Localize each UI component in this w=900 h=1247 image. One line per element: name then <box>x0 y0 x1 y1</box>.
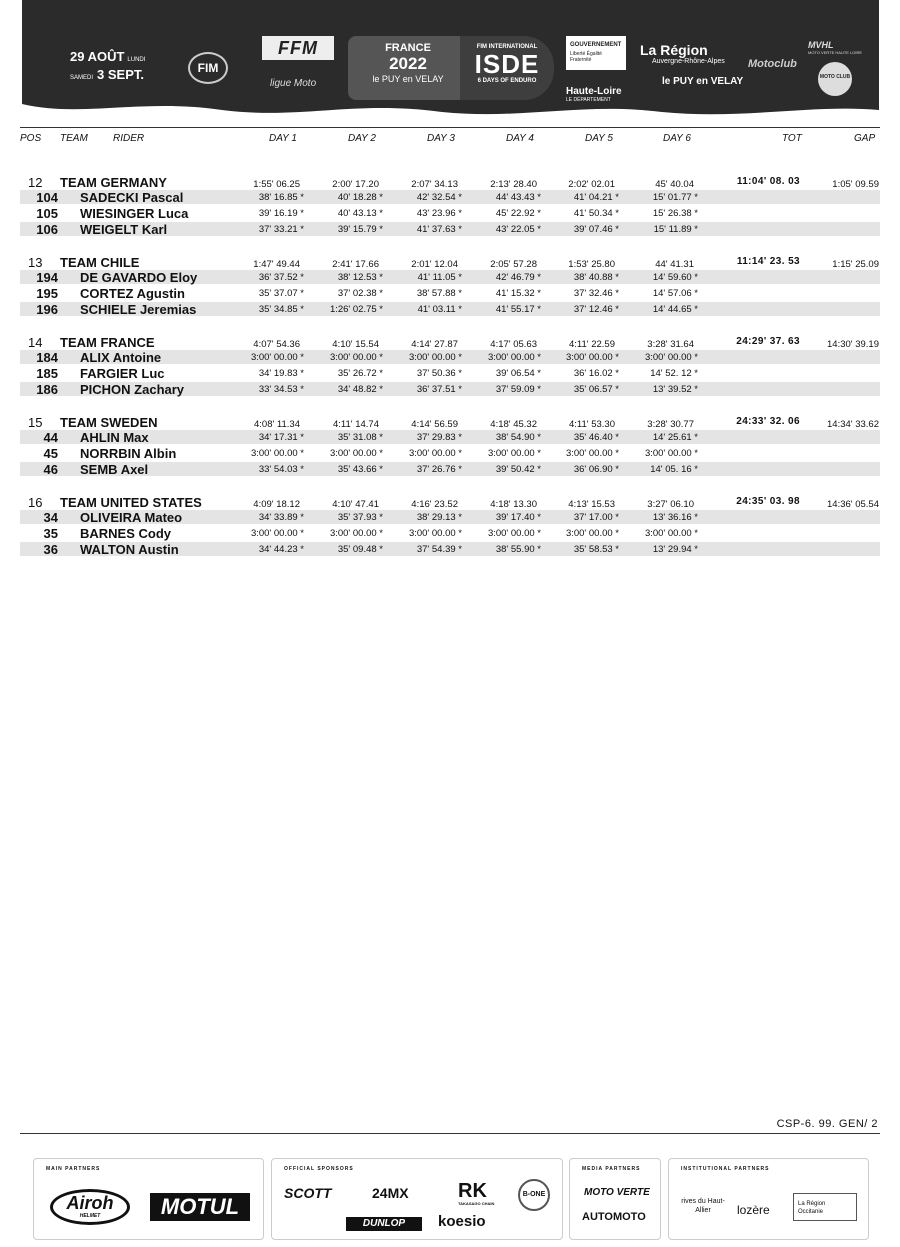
rider-day-time: 14' 59.60 * <box>652 272 698 283</box>
rider-day-time: 37' 26.76 * <box>416 464 462 475</box>
rider-day-time: 36' 16.02 * <box>573 368 619 379</box>
team-day-time: 4:10' 15.54 <box>332 339 379 350</box>
rider-name: WALTON Austin <box>80 542 179 557</box>
team-total-time: 24:35' 03. 98 <box>736 496 800 507</box>
rider-number: 104 <box>36 190 58 205</box>
team-pos: 14 <box>28 335 43 350</box>
team-day-time: 4:13' 15.53 <box>568 499 615 510</box>
rider-day-time: 3:00' 00.00 * <box>565 352 619 363</box>
col-tot: TOT <box>782 133 802 144</box>
rider-day-time: 14' 25.61 * <box>652 432 698 443</box>
rider-day-time: 3:00' 00.00 * <box>250 448 304 459</box>
team-day-time: 4:08' 11.34 <box>253 419 300 430</box>
team-pos: 16 <box>28 495 43 510</box>
rider-row <box>20 206 880 220</box>
team-pos: 15 <box>28 415 43 430</box>
haut-allier-logo: rives du Haut-Allier <box>681 1198 725 1214</box>
team-day-time: 2:05' 57.28 <box>490 259 537 270</box>
rider-name: SCHIELE Jeremias <box>80 302 197 317</box>
rider-day-time: 3:00' 00.00 * <box>487 352 541 363</box>
team-day-time: 4:07' 54.36 <box>253 339 300 350</box>
rider-day-time: 3:00' 00.00 * <box>250 352 304 363</box>
team-day-time: 4:10' 47.41 <box>332 499 379 510</box>
team-day-time: 3:28' 30.77 <box>647 419 694 430</box>
col-day2: DAY 2 <box>348 133 376 144</box>
team-total-time: 11:04' 08. 03 <box>736 176 800 187</box>
rider-day-time: 3:00' 00.00 * <box>565 448 619 459</box>
team-total-time: 11:14' 23. 53 <box>736 256 800 267</box>
rider-number: 44 <box>43 430 58 445</box>
24mx-logo: 24MX <box>372 1185 409 1201</box>
team-day-time: 2:01' 12.04 <box>411 259 458 270</box>
rider-day-time: 39' 16.19 * <box>258 208 304 219</box>
rider-day-time: 41' 11.05 * <box>417 272 462 283</box>
rider-name: CORTEZ Agustin <box>80 286 185 301</box>
team-gap: 1:05' 09.59 <box>832 179 879 190</box>
rider-day-time: 34' 44.23 * <box>258 544 304 555</box>
rider-day-time: 41' 15.32 * <box>495 288 541 299</box>
rider-day-time: 3:00' 00.00 * <box>329 528 383 539</box>
rider-day-time: 35' 46.40 * <box>573 432 619 443</box>
rider-name: PICHON Zachary <box>80 382 185 397</box>
rider-number: 184 <box>36 350 58 365</box>
rider-name: BARNES Cody <box>80 526 172 541</box>
rider-day-time: 38' 29.13 * <box>416 512 462 523</box>
team-day-time: 4:16' 23.52 <box>411 499 458 510</box>
rider-name: DE GAVARDO Eloy <box>80 270 198 285</box>
team-name: TEAM CHILE <box>60 255 140 270</box>
rider-day-time: 37' 59.09 * <box>495 384 541 395</box>
rider-row <box>20 286 880 300</box>
rider-name: NORRBIN Albin <box>80 446 177 461</box>
rider-day-time: 3:00' 00.00 * <box>644 528 698 539</box>
main-partners-box: MAIN PARTNERS Airoh HELMET MOTUL <box>33 1158 264 1240</box>
rider-day-time: 41' 50.34 * <box>573 208 619 219</box>
col-rider: RIDER <box>113 133 145 144</box>
rider-name: OLIVEIRA Mateo <box>80 510 183 525</box>
rider-day-time: 38' 40.88 * <box>573 272 619 283</box>
rider-row <box>20 446 880 460</box>
rider-row <box>20 350 880 364</box>
rider-day-time: 35' 43.66 * <box>337 464 383 475</box>
rider-day-time: 38' 55.90 * <box>495 544 541 555</box>
rider-day-time: 36' 37.52 * <box>258 272 304 283</box>
gouvernement-logo: GOUVERNEMENT Liberté Égalité Fraternité <box>566 36 626 70</box>
team-total-time: 24:33' 32. 06 <box>736 416 800 427</box>
rider-day-time: 3:00' 00.00 * <box>329 448 383 459</box>
fim-logo: FIM <box>188 52 228 84</box>
mvhl-logo: MVHL MOTO VERTE HAUTE LOIRE <box>808 40 863 55</box>
rider-day-time: 3:00' 00.00 * <box>408 352 462 363</box>
team-day-time: 2:13' 28.40 <box>490 179 537 190</box>
column-header-row <box>20 127 880 143</box>
team-gap: 14:34' 33.62 <box>827 419 879 430</box>
rider-row <box>20 462 880 476</box>
rk-logo: RK TAKASAGO CHAIN <box>458 1180 495 1206</box>
team-day-time: 3:27' 06.10 <box>647 499 694 510</box>
isde-logo: FIM INTERNATIONAL ISDE 6 DAYS OF ENDURO <box>460 36 554 100</box>
team-day-time: 2:00' 17.20 <box>332 179 379 190</box>
rider-number: 196 <box>36 302 58 317</box>
rider-day-time: 34' 17.31 * <box>258 432 304 443</box>
team-row <box>20 334 880 350</box>
team-row <box>20 254 880 270</box>
team-day-time: 4:17' 05.63 <box>490 339 537 350</box>
rider-day-time: 1:26' 02.75 * <box>329 304 383 315</box>
rider-day-time: 37' 32.46 * <box>573 288 619 299</box>
rider-row <box>20 526 880 540</box>
col-day5: DAY 5 <box>585 133 613 144</box>
media-partners-box: MEDIA PARTNERS MOTO VERTE AUTOMOTO <box>569 1158 661 1240</box>
rider-number: 46 <box>43 462 58 477</box>
automoto-logo: AUTOMOTO <box>582 1211 646 1223</box>
rider-number: 35 <box>43 526 58 541</box>
team-day-time: 4:11' 53.30 <box>568 419 615 430</box>
rider-name: AHLIN Max <box>80 430 149 445</box>
rider-day-time: 35' 58.53 * <box>573 544 619 555</box>
rider-day-time: 35' 37.07 * <box>258 288 304 299</box>
team-gap: 1:15' 25.09 <box>832 259 879 270</box>
rider-day-time: 38' 16.85 * <box>258 192 304 203</box>
team-name: TEAM UNITED STATES <box>60 495 202 510</box>
puy-en-velay-logo: le PUY en VELAY <box>662 76 744 87</box>
rider-day-time: 15' 26.38 * <box>652 208 698 219</box>
col-pos: POS <box>20 133 42 144</box>
rider-name: SADECKI Pascal <box>80 190 184 205</box>
team-day-time: 1:53' 25.80 <box>568 259 615 270</box>
rider-day-time: 3:00' 00.00 * <box>487 448 541 459</box>
team-name: TEAM SWEDEN <box>60 415 158 430</box>
institutional-partners-box: INSTITUTIONAL PARTNERS rives du Haut-Allier lozère La Région Occitanie <box>668 1158 869 1240</box>
rider-day-time: 13' 39.52 * <box>652 384 698 395</box>
rider-day-time: 40' 43.13 * <box>337 208 383 219</box>
rider-day-time: 37' 33.21 * <box>258 224 304 235</box>
france-2022-logo: FRANCE 2022 le PUY en VELAY <box>348 36 468 100</box>
rider-row <box>20 382 880 396</box>
col-day1: DAY 1 <box>269 133 297 144</box>
rider-number: 186 <box>36 382 58 397</box>
team-day-time: 44' 41.31 <box>655 259 694 270</box>
rider-day-time: 3:00' 00.00 * <box>644 352 698 363</box>
team-day-time: 1:55' 06.25 <box>253 179 300 190</box>
haute-loire-logo: Haute-Loire LE DÉPARTEMENT <box>566 86 622 103</box>
rider-row <box>20 270 880 284</box>
rider-row <box>20 366 880 380</box>
team-name: TEAM FRANCE <box>60 335 155 350</box>
rider-number: 105 <box>36 206 58 221</box>
rider-day-time: 14' 57.06 * <box>652 288 698 299</box>
rider-day-time: 33' 34.53 * <box>258 384 304 395</box>
rider-day-time: 39' 06.54 * <box>495 368 541 379</box>
rider-day-time: 37' 12.46 * <box>573 304 619 315</box>
rider-day-time: 34' 33.89 * <box>258 512 304 523</box>
rider-day-time: 36' 06.90 * <box>573 464 619 475</box>
team-day-time: 4:09' 18.12 <box>253 499 300 510</box>
rider-day-time: 37' 50.36 * <box>416 368 462 379</box>
banner-wave-edge <box>22 96 879 118</box>
rider-day-time: 38' 12.53 * <box>337 272 383 283</box>
region-occitanie-logo: La Région Occitanie <box>793 1193 857 1221</box>
rider-name: WIESINGER Luca <box>80 206 189 221</box>
koesio-logo: koesio <box>438 1213 486 1230</box>
team-name: TEAM GERMANY <box>60 175 167 190</box>
rider-number: 194 <box>36 270 58 285</box>
team-row <box>20 174 880 190</box>
ffm-logo: FFM <box>262 36 334 60</box>
rider-day-time: 3:00' 00.00 * <box>408 528 462 539</box>
scott-logo: SCOTT <box>284 1185 332 1201</box>
rider-day-time: 41' 03.11 * <box>417 304 462 315</box>
col-day4: DAY 4 <box>506 133 534 144</box>
rider-name: WEIGELT Karl <box>80 222 168 237</box>
document-code: CSP-6. 99. GEN/ 2 <box>776 1118 878 1130</box>
rider-day-time: 41' 37.63 * <box>416 224 462 235</box>
rider-day-time: 41' 55.17 * <box>495 304 541 315</box>
footer-divider <box>20 1133 880 1134</box>
rider-day-time: 15' 11.89 * <box>653 224 698 235</box>
motoclub-logo: Motoclub <box>748 58 797 70</box>
rider-day-time: 38' 57.88 * <box>416 288 462 299</box>
team-total-time: 24:29' 37. 63 <box>736 336 800 347</box>
rider-number: 45 <box>43 446 58 461</box>
rider-row <box>20 222 880 236</box>
rider-day-time: 44' 43.43 * <box>495 192 541 203</box>
rider-row <box>20 430 880 444</box>
rider-day-time: 13' 36.16 * <box>652 512 698 523</box>
rider-row <box>20 542 880 556</box>
rider-day-time: 38' 54.90 * <box>495 432 541 443</box>
rider-day-time: 45' 22.92 * <box>495 208 541 219</box>
rider-day-time: 3:00' 00.00 * <box>250 528 304 539</box>
team-gap: 14:30' 39.19 <box>827 339 879 350</box>
rider-row <box>20 190 880 204</box>
rider-day-time: 37' 17.00 * <box>573 512 619 523</box>
rider-number: 106 <box>36 222 58 237</box>
rider-day-time: 15' 01.77 * <box>652 192 698 203</box>
airoh-logo: Airoh HELMET <box>50 1189 130 1225</box>
col-team: TEAM <box>60 133 88 144</box>
team-day-time: 2:41' 17.66 <box>332 259 379 270</box>
team-day-time: 4:18' 13.30 <box>490 499 537 510</box>
dunlop-logo: DUNLOP <box>346 1217 422 1231</box>
b-one-logo: B-ONE <box>518 1179 550 1211</box>
rider-number: 195 <box>36 286 58 301</box>
team-row <box>20 414 880 430</box>
rider-day-time: 39' 07.46 * <box>573 224 619 235</box>
col-day3: DAY 3 <box>427 133 455 144</box>
team-day-time: 2:02' 02.01 <box>568 179 615 190</box>
rider-day-time: 3:00' 00.00 * <box>644 448 698 459</box>
rider-day-time: 14' 52. 12 * <box>650 368 698 379</box>
team-pos: 13 <box>28 255 43 270</box>
col-day6: DAY 6 <box>663 133 691 144</box>
team-day-time: 3:28' 31.64 <box>647 339 694 350</box>
rider-row <box>20 302 880 316</box>
rider-day-time: 39' 50.42 * <box>495 464 541 475</box>
rider-day-time: 35' 26.72 * <box>337 368 383 379</box>
team-day-time: 4:14' 27.87 <box>411 339 458 350</box>
rider-day-time: 43' 22.05 * <box>495 224 541 235</box>
rider-name: SEMB Axel <box>80 462 149 477</box>
rider-day-time: 40' 18.28 * <box>337 192 383 203</box>
team-day-time: 4:11' 22.59 <box>568 339 615 350</box>
team-day-time: 1:47' 49.44 <box>253 259 300 270</box>
rider-day-time: 43' 23.96 * <box>416 208 462 219</box>
lozere-logo: lozère <box>737 1203 770 1217</box>
rider-day-time: 35' 34.85 * <box>258 304 304 315</box>
rider-day-time: 14' 05. 16 * <box>650 464 698 475</box>
rider-day-time: 35' 31.08 * <box>337 432 383 443</box>
moto-club-badge-logo: MOTO CLUB <box>818 62 852 96</box>
rider-day-time: 36' 37.51 * <box>416 384 462 395</box>
team-day-time: 4:14' 56.59 <box>411 419 458 430</box>
team-pos: 12 <box>28 175 43 190</box>
team-day-time: 2:07' 34.13 <box>411 179 458 190</box>
rider-day-time: 39' 17.40 * <box>495 512 541 523</box>
rider-day-time: 3:00' 00.00 * <box>329 352 383 363</box>
rider-day-time: 42' 46.79 * <box>495 272 541 283</box>
rider-day-time: 37' 02.38 * <box>337 288 383 299</box>
col-gap: GAP <box>854 133 876 144</box>
motul-logo: MOTUL <box>150 1193 250 1221</box>
team-gap: 14:36' 05.54 <box>827 499 879 510</box>
rider-day-time: 34' 19.83 * <box>258 368 304 379</box>
rider-day-time: 41' 04.21 * <box>573 192 619 203</box>
team-row <box>20 494 880 510</box>
rider-number: 185 <box>36 366 58 381</box>
ligue-moto-logo: ligue Moto <box>270 78 317 89</box>
region-logo: La Région Auvergne-Rhône-Alpes <box>640 42 725 65</box>
rider-day-time: 39' 15.79 * <box>337 224 383 235</box>
rider-day-time: 35' 37.93 * <box>337 512 383 523</box>
team-day-time: 4:18' 45.32 <box>490 419 537 430</box>
moto-verte-logo: MOTO VERTE <box>584 1187 650 1198</box>
rider-day-time: 42' 32.54 * <box>416 192 462 203</box>
rider-name: ALIX Antoine <box>80 350 162 365</box>
rider-day-time: 33' 54.03 * <box>258 464 304 475</box>
rider-number: 36 <box>43 542 58 557</box>
rider-day-time: 37' 54.39 * <box>416 544 462 555</box>
rider-day-time: 35' 06.57 * <box>573 384 619 395</box>
rider-day-time: 14' 44.65 * <box>652 304 698 315</box>
rider-day-time: 3:00' 00.00 * <box>487 528 541 539</box>
header-banner <box>22 0 879 118</box>
rider-day-time: 3:00' 00.00 * <box>408 448 462 459</box>
team-day-time: 4:11' 14.74 <box>332 419 379 430</box>
team-day-time: 45' 40.04 <box>655 179 694 190</box>
rider-number: 34 <box>43 510 58 525</box>
rider-day-time: 3:00' 00.00 * <box>565 528 619 539</box>
rider-day-time: 34' 48.82 * <box>337 384 383 395</box>
official-sponsors-box: OFFICIAL SPONSORS SCOTT 24MX RK TAKASAGO CHAIN B-ONE DUNLOP koesio <box>271 1158 563 1240</box>
rider-day-time: 37' 29.83 * <box>416 432 462 443</box>
rider-day-time: 35' 09.48 * <box>337 544 383 555</box>
event-dates: 29 AOÛT LUNDI SAMEDI 3 SEPT. <box>70 49 146 82</box>
rider-row <box>20 510 880 524</box>
rider-day-time: 13' 29.94 * <box>652 544 698 555</box>
rider-name: FARGIER Luc <box>80 366 165 381</box>
